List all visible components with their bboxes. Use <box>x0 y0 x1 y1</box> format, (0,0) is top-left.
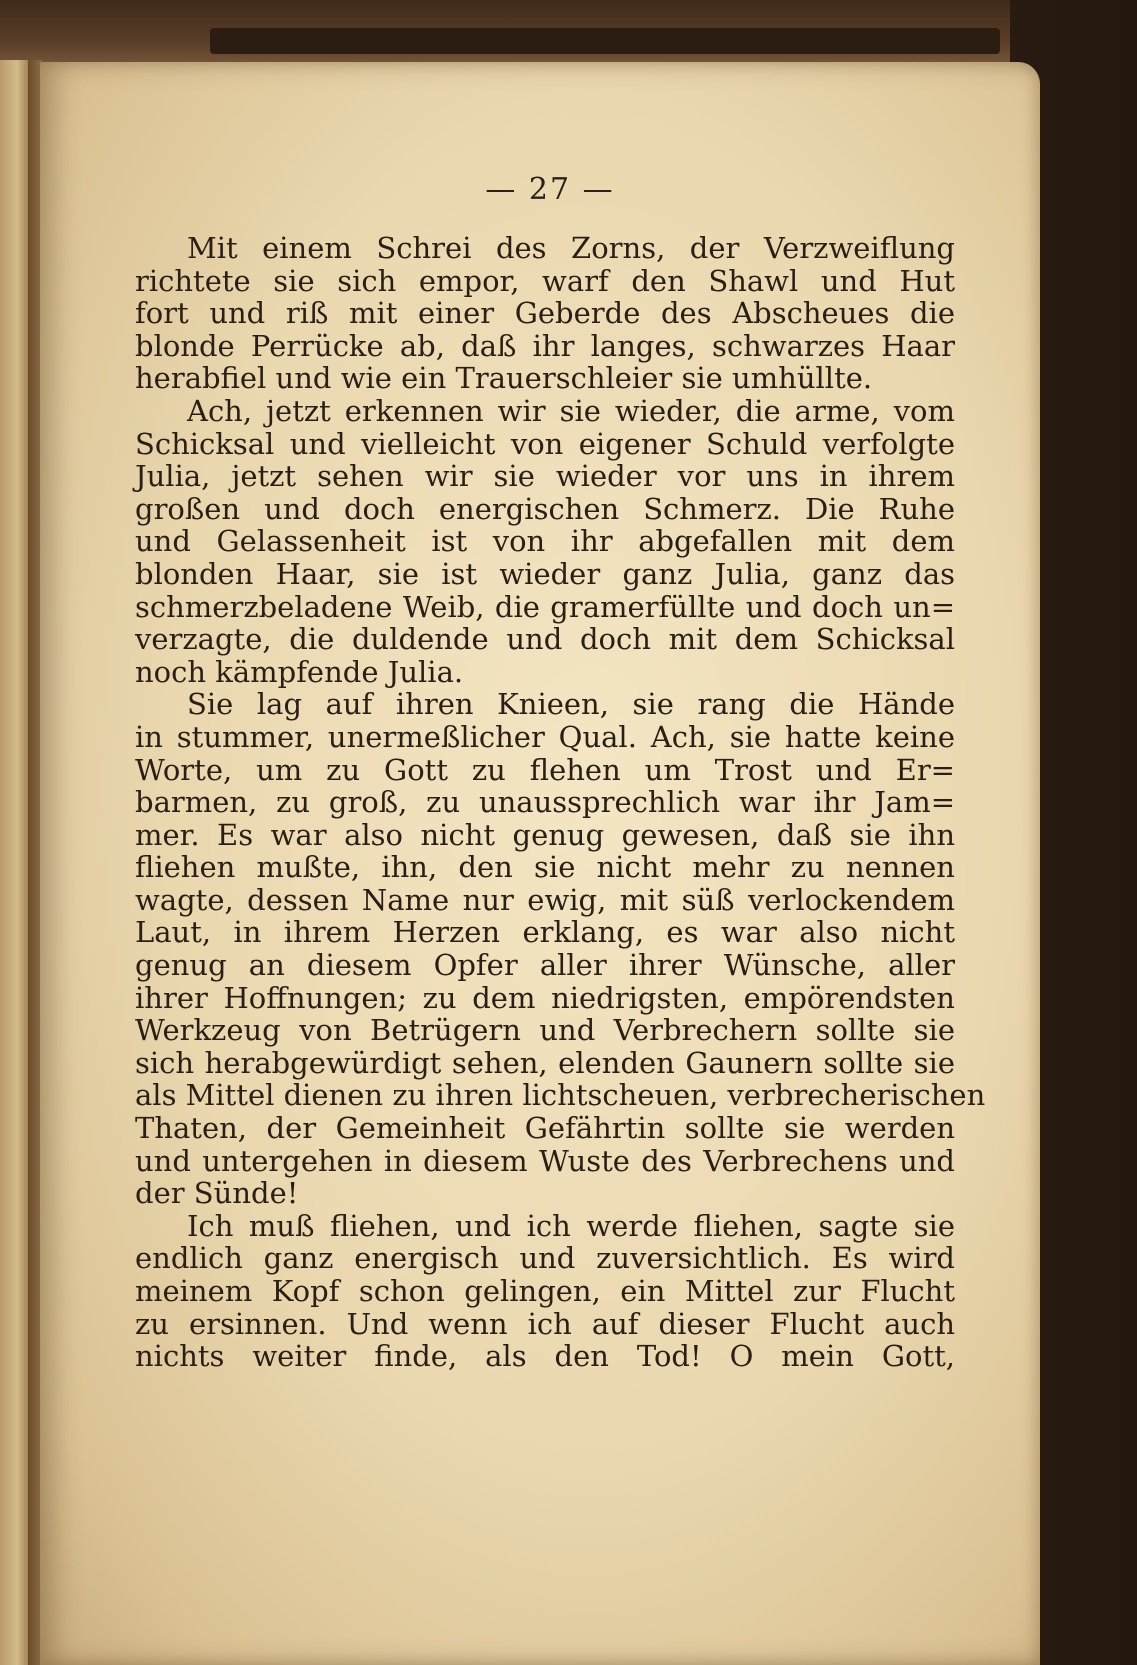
text-line: blonden Haar, sie ist wieder ganz Julia, ganz das <box>135 556 955 591</box>
previous-page-edge <box>0 60 28 1665</box>
text-line: als Mittel dienen zu ihren lichtscheuen, verbrecherischen <box>135 1078 986 1113</box>
text-line: blonde Perrücke ab, daß ihr langes, schwarzes Haar <box>135 328 955 363</box>
text-line: Werkzeug von Betrügern und Verbrechern sollte sie <box>135 1013 955 1048</box>
text-line: wagte, dessen Name nur ewig, mit süß verlockendem <box>135 882 955 917</box>
text-line: verzagte, die duldende und doch mit dem Schicksal <box>135 622 955 657</box>
text-line: meinem Kopf schon gelingen, ein Mittel zur Flucht <box>135 1274 955 1308</box>
text-line: sich herabgewürdigt sehen, elenden Gaunern sollte sie <box>135 1045 955 1080</box>
page-number: — 27 — <box>485 172 615 207</box>
text-line: mer. Es war also nicht genug gewesen, daß sie ihn <box>135 817 955 852</box>
text-line: Worte, um zu Gott zu flehen um Trost und Er= <box>135 752 955 787</box>
text-line: genug an diesem Opfer aller ihrer Wünsche, aller <box>135 948 955 983</box>
text-line: großen und doch energischen Schmerz. Die Ruhe <box>135 491 955 526</box>
text-line: barmen, zu groß, zu unaussprechlich war ihr Jam= <box>135 785 955 820</box>
text-line: Schicksal und vielleicht von eigener Schuld verfolgte <box>135 426 955 461</box>
text-line: herabfiel und wie ein Trauerschleier sie umhüllte. <box>135 361 873 396</box>
text-line: fort und riß mit einer Geberde des Abscheues die <box>135 296 955 331</box>
text-line: Ach, jetzt erkennen wir sie wieder, die arme, vom <box>187 393 955 428</box>
text-line: nichts weiter finde, als den Tod! O mein Gott, <box>135 1339 955 1374</box>
text-line: in stummer, unermeßlicher Qual. Ach, sie hatte keine <box>135 719 955 754</box>
book-page <box>40 62 1040 1665</box>
text-line: richtete sie sich empor, warf den Shawl und Hut <box>135 263 955 298</box>
text-line: ihrer Hoffnungen; zu dem niedrigsten, empörendsten <box>135 980 955 1015</box>
text-line: Sie lag auf ihren Knieen, sie rang die Hände <box>187 687 955 722</box>
body-text <box>135 231 986 1374</box>
text-line: Thaten, der Gemeinheit Gefährtin sollte sie werden <box>135 1111 955 1146</box>
text-line: Laut, in ihrem Herzen erklang, es war also nicht <box>135 915 955 950</box>
text-line: und untergehen in diesem Wuste des Verbrechens und <box>135 1143 955 1178</box>
text-line: Julia, jetzt sehen wir sie wieder vor uns in ihrem <box>135 459 955 494</box>
text-line: schmerzbeladene Weib, die gramerfüllte und doch un= <box>135 589 955 624</box>
text-line: Ich muß fliehen, und ich werde fliehen, sagte sie <box>187 1208 955 1243</box>
book-binding-band <box>210 28 1000 54</box>
text-line: und Gelassenheit ist von ihr abgefallen mit dem <box>135 524 955 559</box>
text-line: Mit einem Schrei des Zorns, der Verzweiflung <box>187 231 955 265</box>
text-line: noch kämpfende Julia. <box>135 654 464 689</box>
text-line: der Sünde! <box>135 1176 299 1211</box>
text-line: fliehen mußte, ihn, den sie nicht mehr zu nennen <box>135 850 955 885</box>
text-line: endlich ganz energisch und zuversichtlich. Es wird <box>135 1241 955 1276</box>
text-line: zu ersinnen. Und wenn ich auf dieser Flucht auch <box>135 1306 955 1341</box>
